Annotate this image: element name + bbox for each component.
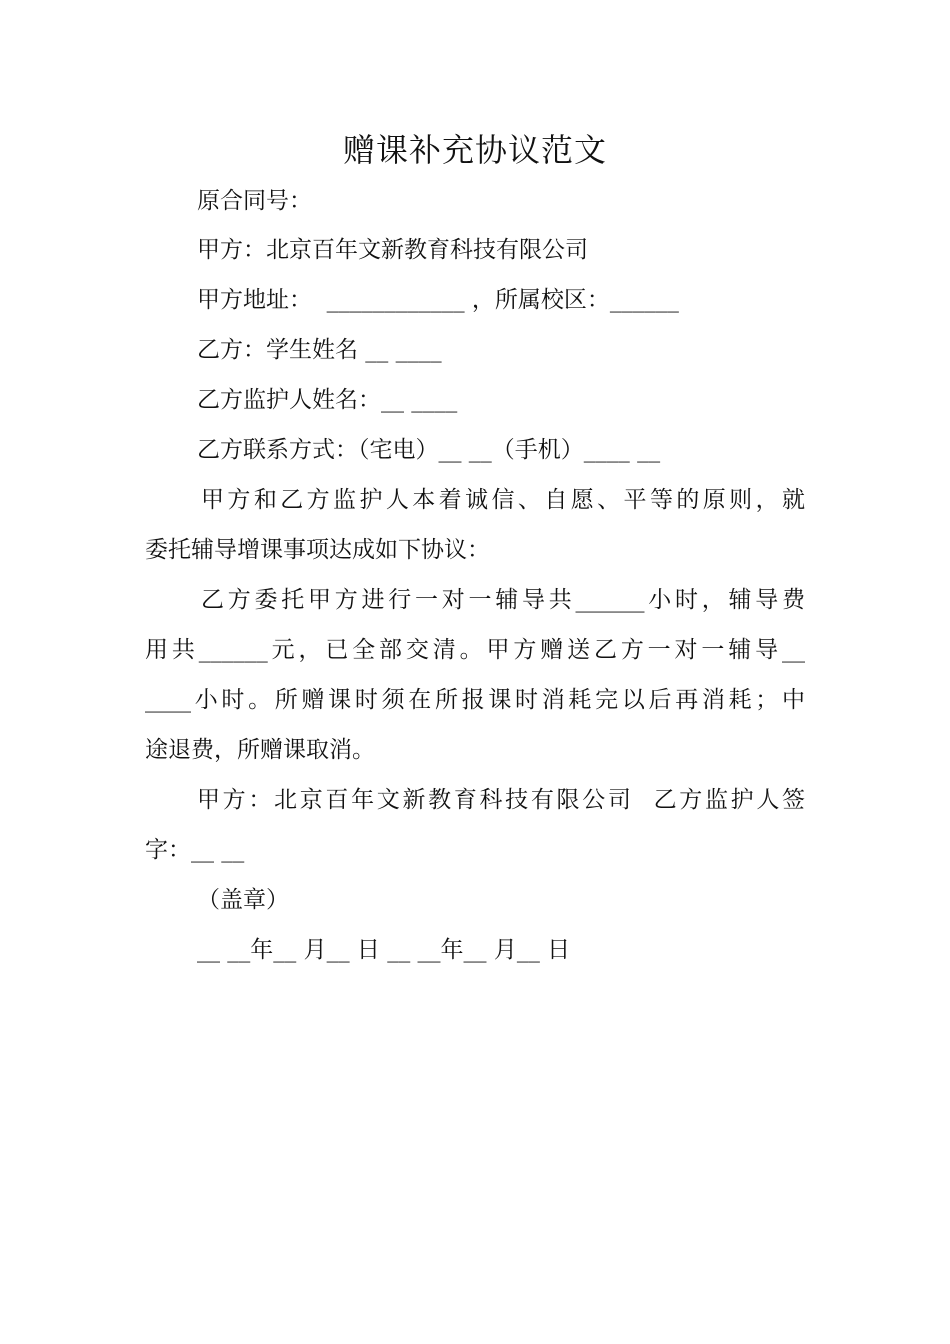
clause-line-3: ____小时。所赠课时须在所报课时消耗完以后再消耗；中 <box>145 687 805 713</box>
party-a-line: 甲方：北京百年文新教育科技有限公司 <box>197 237 588 263</box>
party-b-student-line: 乙方：学生姓名 __ ____ <box>197 337 442 363</box>
preamble-line-2: 委托辅导增课事项达成如下协议： <box>145 537 490 563</box>
contract-number-line: 原合同号： <box>197 188 312 214</box>
signature-line-2: 字：__ __ <box>145 837 245 863</box>
signature-line-1: 甲方：北京百年文新教育科技有限公司 乙方监护人签 <box>197 787 805 813</box>
document-title: 赠课补充协议范文 <box>342 131 607 169</box>
party-a-address-line: 甲方地址： ____________ ，所属校区：______ <box>197 287 679 313</box>
party-b-contact-line: 乙方联系方式：（宅电）__ __（手机）____ __ <box>197 437 661 463</box>
seal-line: （盖章） <box>197 887 289 913</box>
preamble-line-1: 甲方和乙方监护人本着诚信、自愿、平等的原则，就 <box>201 487 805 513</box>
date-line: __ __年__ 月__ 日 __ __年__ 月__ 日 <box>197 937 571 963</box>
clause-line-4: 途退费，所赠课取消。 <box>145 737 375 763</box>
party-b-guardian-line: 乙方监护人姓名：__ ____ <box>197 387 458 413</box>
clause-line-1: 乙方委托甲方进行一对一辅导共______小时，辅导费 <box>201 587 805 613</box>
clause-line-2: 用共______元，已全部交清。甲方赠送乙方一对一辅导__ <box>145 637 805 663</box>
